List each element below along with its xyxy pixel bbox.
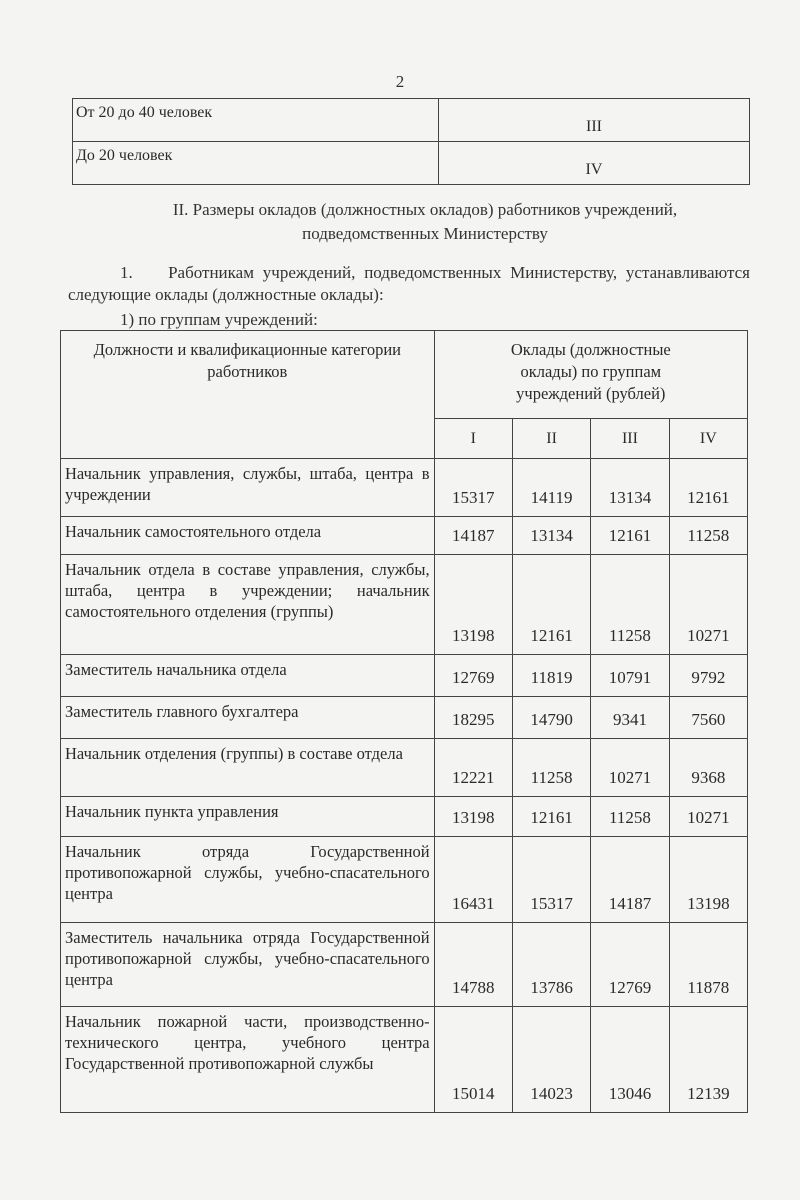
salary-value: 14023 [512,1007,590,1113]
salary-value: 10271 [669,555,747,655]
position-name: Начальник отряда Государственной противопожарной службы, учебно-спасательного центра [61,837,435,923]
header-positions: Должности и квалификационные категории работников [61,331,435,459]
salary-value: 18295 [434,697,512,739]
salary-value: 11258 [669,517,747,555]
salary-value: 11258 [591,797,669,837]
group-size-label: До 20 человек [73,142,439,185]
salary-value: 13198 [434,555,512,655]
paragraph-number: 1. [120,263,133,282]
sub-item: 1) по группам учреждений: [120,310,318,329]
group-size-label: От 20 до 40 человек [73,99,439,142]
table-row [61,697,748,739]
position-name: Заместитель начальника отряда Государственной противопожарной службы, учебно-спасательного центра [61,923,435,1007]
table-header-row [61,331,748,419]
position-name: Начальник отделения (группы) в составе отдела [61,739,435,797]
table-row [61,837,748,923]
group-header: I [434,419,512,459]
group-header: II [512,419,590,459]
salary-value: 15317 [434,459,512,517]
table-row [61,923,748,1007]
salary-value: 12221 [434,739,512,797]
salary-value: 10791 [591,655,669,697]
salary-value: 15317 [512,837,590,923]
group-header: III [591,419,669,459]
salary-value: 13134 [591,459,669,517]
position-name: Начальник отдела в составе управления, службы, штаба, центра в учреждении; начальник самостоятельного отделения (группы) [61,555,435,655]
table-row [61,555,748,655]
group-size-table [72,98,750,185]
paragraph [68,262,750,306]
salary-value: 13134 [512,517,590,555]
salary-value: 11878 [669,923,747,1007]
group-header: IV [669,419,747,459]
salary-value: 12161 [512,555,590,655]
table-row [61,739,748,797]
salary-value: 16431 [434,837,512,923]
salary-value: 14788 [434,923,512,1007]
table-row [61,459,748,517]
position-name: Заместитель начальника отдела [61,655,435,697]
position-name: Начальник управления, службы, штаба, центра в учреждении [61,459,435,517]
group-number: III [439,99,750,142]
header-salaries: Оклады (должностные оклады) по группам учреждений (рублей) [434,331,747,419]
salary-value: 14187 [591,837,669,923]
salary-value: 14187 [434,517,512,555]
salary-value: 11258 [591,555,669,655]
salary-value: 13046 [591,1007,669,1113]
salary-value: 12769 [434,655,512,697]
salary-value: 13786 [512,923,590,1007]
salary-value: 13198 [669,837,747,923]
salary-value: 10271 [669,797,747,837]
salary-rows [61,459,748,1113]
salary-value: 14119 [512,459,590,517]
group-number: IV [439,142,750,185]
paragraph-text: Работникам учреждений, подведомственных Министерству, устанавливаются следующие оклады (должностные оклады): [68,263,750,304]
salary-value: 9792 [669,655,747,697]
salary-value: 12139 [669,1007,747,1113]
table-row [61,655,748,697]
table-row [61,1007,748,1113]
salary-value: 9341 [591,697,669,739]
section-title-line1: II. Размеры окладов (должностных окладов) работников учреждений, [172,200,678,219]
salary-value: 12769 [591,923,669,1007]
salary-value: 11819 [512,655,590,697]
section-title [80,198,770,246]
salary-value: 13198 [434,797,512,837]
salary-value: 12161 [669,459,747,517]
position-name: Заместитель главного бухгалтера [61,697,435,739]
salary-value: 7560 [669,697,747,739]
page-number: 2 [395,72,405,91]
position-name: Начальник самостоятельного отдела [61,517,435,555]
salary-value: 15014 [434,1007,512,1113]
salary-value: 14790 [512,697,590,739]
position-name: Начальник пункта управления [61,797,435,837]
position-name: Начальник пожарной части, производственно-технического центра, учебного центра Государственной противопожарной службы [61,1007,435,1113]
table-row [61,797,748,837]
salary-table [60,330,748,1113]
salary-value: 10271 [591,739,669,797]
table-row [73,142,750,185]
salary-value: 12161 [512,797,590,837]
table-row [61,517,748,555]
section-title-line2: подведомственных Министерству [302,224,548,243]
table-row [73,99,750,142]
salary-value: 11258 [512,739,590,797]
salary-value: 9368 [669,739,747,797]
salary-value: 12161 [591,517,669,555]
